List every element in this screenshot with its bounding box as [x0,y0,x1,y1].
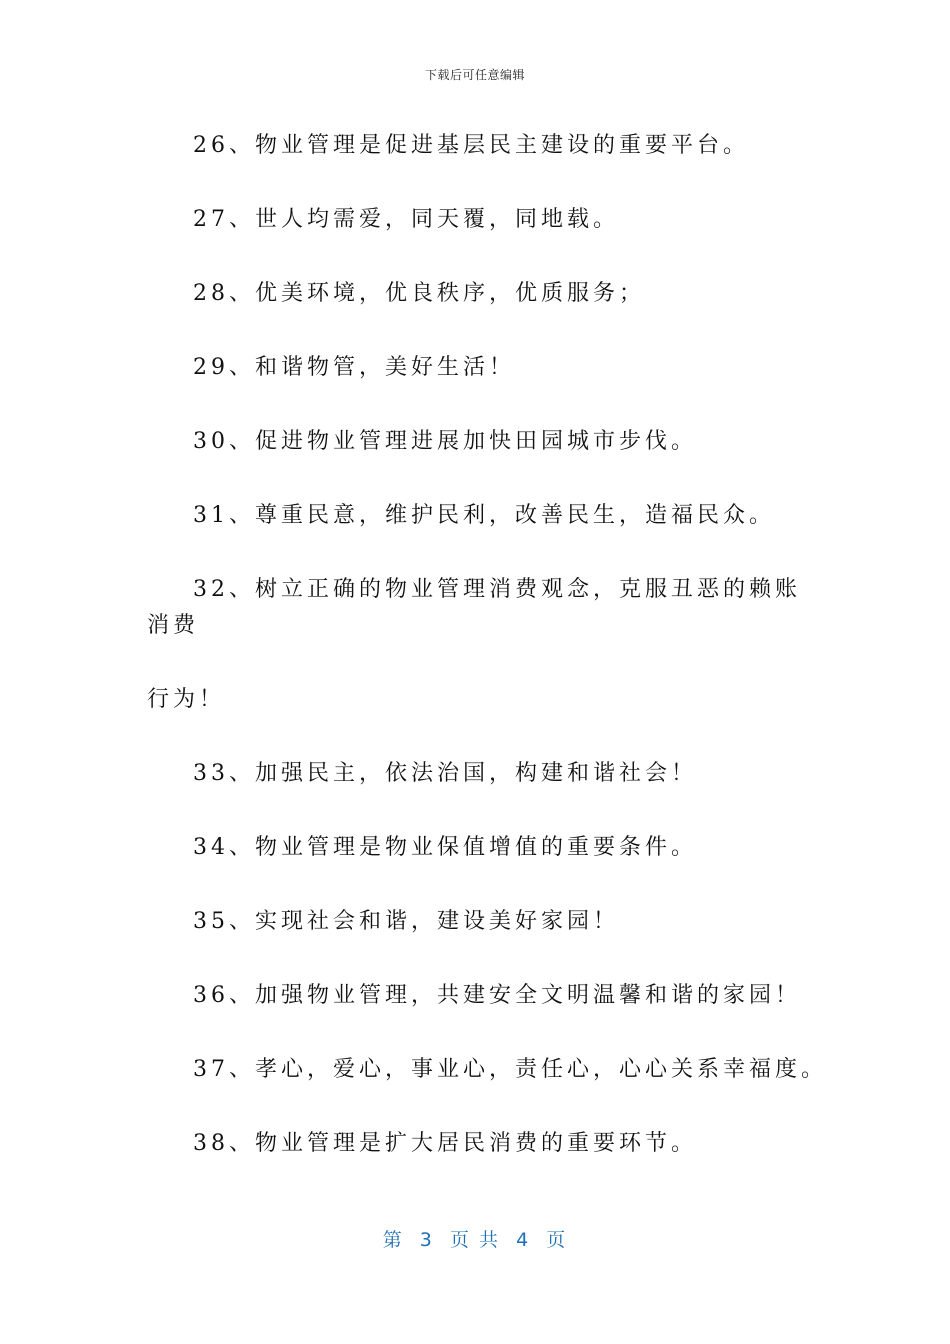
paragraph-35: 35、实现社会和谐，建设美好家园！ [193,909,619,934]
paragraph-31: 31、尊重民意，维护民利，改善民生，造福民众。 [193,503,775,528]
paragraph-26: 26、物业管理是促进基层民主建设的重要平台。 [193,133,749,158]
paragraph-28: 28、优美环境，优良秩序，优质服务； [193,281,645,306]
paragraph-30: 30、促进物业管理进展加快田园城市步伐。 [193,429,697,454]
paragraph-27: 27、世人均需爱，同天覆，同地载。 [193,207,619,232]
document-body [147,128,827,1200]
paragraph-32-line-2: 行为！ [147,687,226,712]
paragraph-38: 38、物业管理是扩大居民消费的重要环节。 [193,1131,697,1156]
paragraph-29: 29、和谐物管，美好生活！ [193,355,515,380]
paragraph-37: 37、孝心，爱心，事业心，责任心，心心关系幸福度。 [193,1057,827,1082]
paragraph-32 [147,572,807,718]
page-number-footer: 第 3 页 共 4 页 [382,1229,568,1251]
paragraph-33: 33、加强民主，依法治国，构建和谐社会！ [193,761,697,786]
paragraph-36: 36、加强物业管理，共建安全文明温馨和谐的家园！ [193,983,801,1008]
header-note: 下载后可任意编辑 [424,68,525,82]
paragraph-34: 34、物业管理是物业保值增值的重要条件。 [193,835,697,860]
paragraph-32-line-1: 32、树立正确的物业管理消费观念，克服丑恶的赖账消费 [147,577,801,638]
